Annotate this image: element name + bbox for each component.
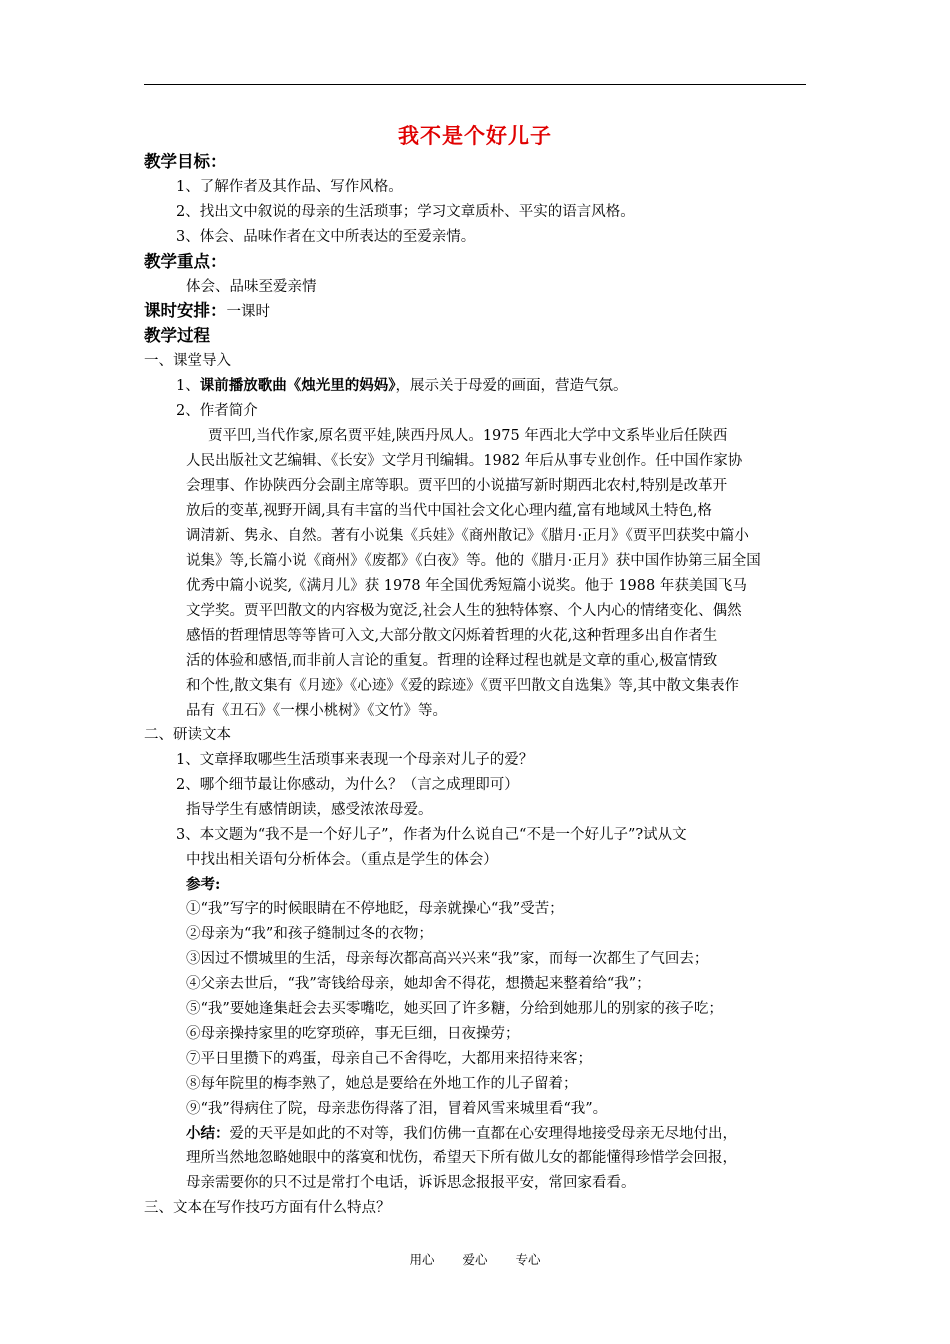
bio-line: 说集》等,长篇小说《商州》《废都》《白夜》等。他的《腊月·正月》获中国作协第三届全国 (186, 553, 761, 569)
bio-line: 活的体验和感悟,而非前人言论的重复。哲理的诠释过程也就是文章的重心,极富情致 (186, 653, 718, 669)
bio-line: 人民出版社文艺编辑、《长安》文学月刊编辑。1982 年后从事专业创作。任中国作家协 (186, 453, 743, 469)
reference-item: ⑧每年院里的梅李熟了，她总是要给在外地工作的儿子留着； (186, 1076, 578, 1092)
schedule-row (144, 301, 270, 322)
reference-item: ⑦平日里攒下的鸡蛋，母亲自己不舍得吃，大都用来招待来客； (186, 1051, 592, 1067)
bio-line: 贾平凹,当代作家,原名贾平娃,陕西丹凤人。1975 年西北大学中文系毕业后任陕西 (208, 428, 728, 444)
summary-line (186, 1124, 737, 1144)
bio-line: 放后的变革,视野开阔,具有丰富的当代中国社会文化心理内蕴,富有地域风土特色,格 (186, 503, 712, 519)
question-3-line: 3、本文题为“我不是一个好儿子”，作者为什么说自己“不是一个好儿子”?试从文 (176, 827, 687, 843)
objective-item: 3、体会、品味作者在文中所表达的至爱亲情。 (176, 229, 476, 245)
reference-item: ②母亲为“我”和孩子缝制过冬的衣物； (186, 926, 433, 942)
item1-number: 1、 (176, 378, 200, 394)
document-title: 我不是个好儿子 (398, 124, 552, 148)
bio-line: 品有《丑石》《一棵小桃树》《文竹》等。 (186, 703, 447, 719)
section1-item1 (176, 376, 627, 396)
summary-text: 爱的天平是如此的不对等，我们仿佛一直都在心安理得地接受母亲无尽地付出， (229, 1126, 737, 1142)
summary-line: 理所当然地忽略她眼中的落寞和忧伤，希望天下所有做儿女的都能懂得珍惜学会回报， (186, 1150, 737, 1166)
objective-item: 1、了解作者及其作品、写作风格。 (176, 179, 403, 195)
summary-label: 小结： (186, 1125, 230, 1142)
reference-item: ⑤“我”要她逢集赶会去买零嘴吃，她买回了许多糖，分给到她那儿的别家的孩子吃； (186, 1001, 723, 1017)
section2-title: 二、研读文本 (144, 727, 231, 743)
item1-rest-text: ，展示关于母爱的画面，营造气氛。 (395, 378, 628, 394)
bio-line: 调清新、隽永、自然。著有小说集《兵娃》《商州散记》《腊月·正月》《贾平凹获奖中篇小 (186, 528, 749, 544)
bio-line: 感悟的哲理情思等等皆可入文,大部分散文闪烁着哲理的火花,这种哲理多出自作者生 (186, 628, 718, 644)
section1-item2: 2、作者简介 (176, 403, 258, 419)
bio-line: 和个性,散文集有《月迹》《心迹》《爱的踪迹》《贾平凹散文自选集》等,其中散文集表作 (186, 678, 739, 694)
bio-line: 优秀中篇小说奖,《满月儿》获 1978 年全国优秀短篇小说奖。他于 1988 年获美国飞马 (186, 578, 747, 594)
page-footer (0, 1250, 950, 1268)
question-2-note: 指导学生有感情朗读，感受浓浓母爱。 (186, 802, 433, 818)
section1-title: 一、课堂导入 (144, 353, 231, 369)
objectives-heading: 教学目标： (144, 152, 227, 171)
focus-text: 体会、品味至爱亲情 (186, 279, 317, 295)
header-rule (144, 84, 806, 85)
section3-title: 三、文本在写作技巧方面有什么特点？ (144, 1200, 391, 1216)
reference-item: ⑨“我”得病住了院，母亲悲伤得落了泪，冒着风雪来城里看“我”。 (186, 1101, 608, 1117)
bio-line: 文学奖。贾平凹散文的内容极为宽泛,社会人生的独特体察、个人内心的情绪变化、偶然 (186, 603, 742, 619)
process-heading: 教学过程 (144, 326, 210, 345)
question-3-line: 中找出相关语句分析体会。（重点是学生的体会） (186, 852, 498, 868)
question-1: 1、文章择取哪些生活琐事来表现一个母亲对儿子的爱？ (176, 752, 534, 768)
item1-bold-text: 课前播放歌曲《烛光里的妈妈》 (199, 377, 396, 394)
summary-line: 母亲需要你的只不过是常打个电话，诉诉思念报报平安，常回家看看。 (186, 1175, 636, 1191)
reference-item: ④父亲去世后，“我”寄钱给母亲，她却舍不得花，想攒起来整着给“我”； (186, 976, 651, 992)
reference-item: ③因过不惯城里的生活，母亲每次都高高兴兴来“我”家，而每一次都生了气回去； (186, 951, 709, 967)
footer-item: 专心 (515, 1252, 541, 1267)
reference-label: 参考: (186, 876, 221, 893)
reference-item: ⑥母亲操持家里的吃穿琐碎，事无巨细，日夜操劳； (186, 1026, 520, 1042)
reference-item: ①“我”写字的时候眼睛在不停地眨，母亲就操心“我”受苦； (186, 901, 564, 917)
bio-line: 会理事、作协陕西分会副主席等职。贾平凹的小说描写新时期西北农村,特别是改革开 (186, 478, 728, 494)
focus-heading: 教学重点： (144, 252, 227, 271)
schedule-text: 一课时 (226, 304, 270, 320)
question-2: 2、哪个细节最让你感动，为什么？（言之成理即可） (176, 777, 519, 793)
footer-item: 用心 (409, 1252, 435, 1267)
schedule-heading: 课时安排： (144, 301, 227, 320)
footer-item: 爱心 (462, 1252, 488, 1267)
objective-item: 2、找出文中叙说的母亲的生活琐事；学习文章质朴、平实的语言风格。 (176, 204, 635, 220)
